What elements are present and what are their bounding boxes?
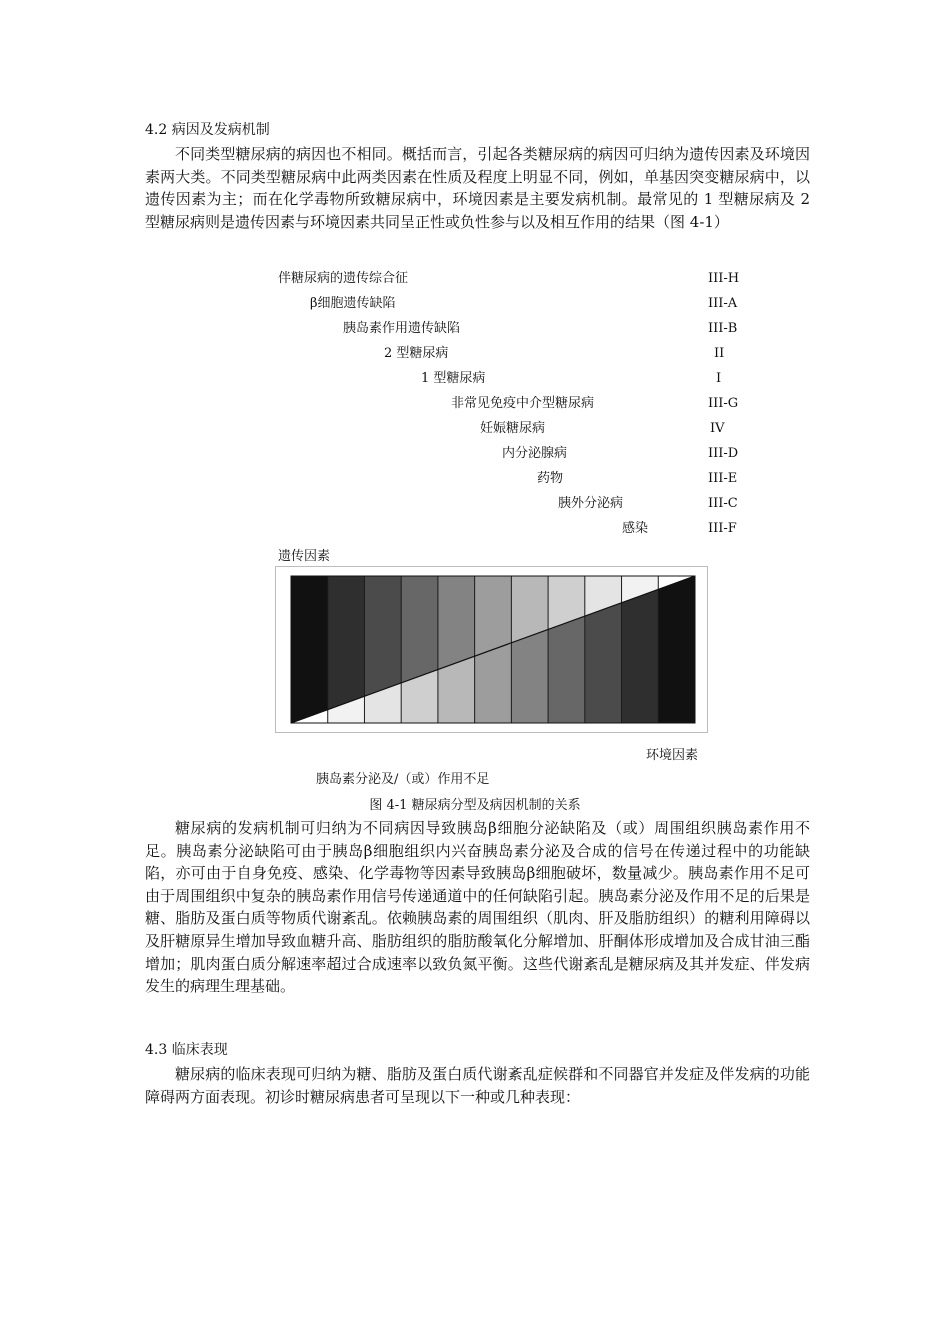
type-label: 妊娠糖尿病 bbox=[480, 421, 546, 436]
class-code: I bbox=[716, 371, 722, 386]
figure-row bbox=[0, 366, 950, 391]
figure-classification-list bbox=[0, 266, 950, 541]
type-label: 伴糖尿病的遗传综合征 bbox=[278, 271, 409, 286]
genetic-factor-label: 遗传因素 bbox=[278, 549, 331, 564]
mechanism-paragraph: 糖尿病的发病机制可归纳为不同病因导致胰岛β细胞分泌缺陷及（或）周围组织胰岛素作用不足。胰岛素分泌缺陷可由于胰岛β细胞组织内兴奋胰岛素分泌及合成的信号在传递过程中的功能缺陷，亦可由于自身免疫、感染、化学毒物等因素导致胰岛β细胞破坏，数量减少。胰岛素作用不足可由于周围组织中复杂的胰岛素作用信号传递通道中的任何缺陷引起。胰岛素分泌及作用不足的后果是糖、脂肪及蛋白质等物质代谢紊乱。依赖胰岛素的周围组织（肌肉、肝及脂肪组织）的糖利用障碍以及肝糖原异生增加导致血糖升高、脂肪组织的脂肪酸氧化分解增加、肝酮体形成增加及合成甘油三酯增加；肌肉蛋白质分解速率超过合成速率以致负氮平衡。这些代谢紊乱是糖尿病及其并发症、伴发病发生的病理生理基础。 bbox=[145, 819, 810, 996]
insulin-deficiency-label: 胰岛素分泌及/（或）作用不足 bbox=[316, 772, 490, 787]
figure-row bbox=[0, 491, 950, 516]
class-code: III-E bbox=[708, 471, 738, 486]
genetic-band bbox=[291, 576, 328, 723]
section-4-2-paragraph: 不同类型糖尿病的病因也不相同。概括而言，引起各类糖尿病的病因可归纳为遗传因素及环境因素两大类。不同类型糖尿病中此两类因素在性质及程度上明显不同，例如，单基因突变糖尿病中，以遗传因素为主；而在化学毒物所致糖尿病中，环境因素是主要发病机制。最常见的 1 型糖尿病及 2 型糖尿病则是遗传因素与环境因素共同呈正性或负性参与以及相互作用的结果（图 4-1） bbox=[145, 145, 810, 231]
class-code: III-C bbox=[708, 496, 738, 511]
figure-row bbox=[0, 516, 950, 541]
type-label: 非常见免疫中介型糖尿病 bbox=[451, 396, 595, 411]
environment-band bbox=[658, 576, 695, 723]
type-label: 内分泌腺病 bbox=[502, 446, 568, 461]
figure-row bbox=[0, 416, 950, 441]
type-label: 2 型糖尿病 bbox=[384, 346, 449, 361]
class-code: IV bbox=[710, 421, 725, 436]
figure-row bbox=[0, 266, 950, 291]
class-code: III-F bbox=[708, 521, 737, 536]
class-code: III-H bbox=[708, 271, 740, 286]
type-label: 胰外分泌病 bbox=[558, 496, 624, 511]
type-label: 1 型糖尿病 bbox=[421, 371, 486, 386]
factor-gradient-figure bbox=[275, 566, 708, 733]
figure-row bbox=[0, 441, 950, 466]
gradient-diagram bbox=[276, 567, 707, 732]
figure-row bbox=[0, 391, 950, 416]
type-label: 胰岛素作用遗传缺陷 bbox=[343, 321, 461, 336]
type-label: 感染 bbox=[622, 521, 649, 536]
figure-caption: 图 4-1 糖尿病分型及病因机制的关系 bbox=[369, 798, 581, 813]
section-4-3-paragraph: 糖尿病的临床表现可归纳为糖、脂肪及蛋白质代谢紊乱症候群和不同器官并发症及伴发病的功能障碍两方面表现。初诊时糖尿病患者可呈现以下一种或几种表现： bbox=[145, 1065, 810, 1106]
type-label: 药物 bbox=[537, 471, 564, 486]
class-code: III-D bbox=[708, 446, 739, 461]
class-code: III-A bbox=[708, 296, 738, 311]
figure-row bbox=[0, 316, 950, 341]
class-code: II bbox=[714, 346, 725, 361]
type-label: β细胞遗传缺陷 bbox=[310, 296, 396, 311]
class-code: III-G bbox=[708, 396, 739, 411]
figure-row bbox=[0, 291, 950, 316]
section-heading-4-2: 4.2 病因及发病机制 bbox=[145, 122, 270, 138]
figure-row bbox=[0, 341, 950, 366]
environment-factor-label: 环境因素 bbox=[646, 748, 699, 763]
class-code: III-B bbox=[708, 321, 738, 336]
section-heading-4-3: 4.3 临床表现 bbox=[145, 1042, 228, 1058]
figure-row bbox=[0, 466, 950, 491]
